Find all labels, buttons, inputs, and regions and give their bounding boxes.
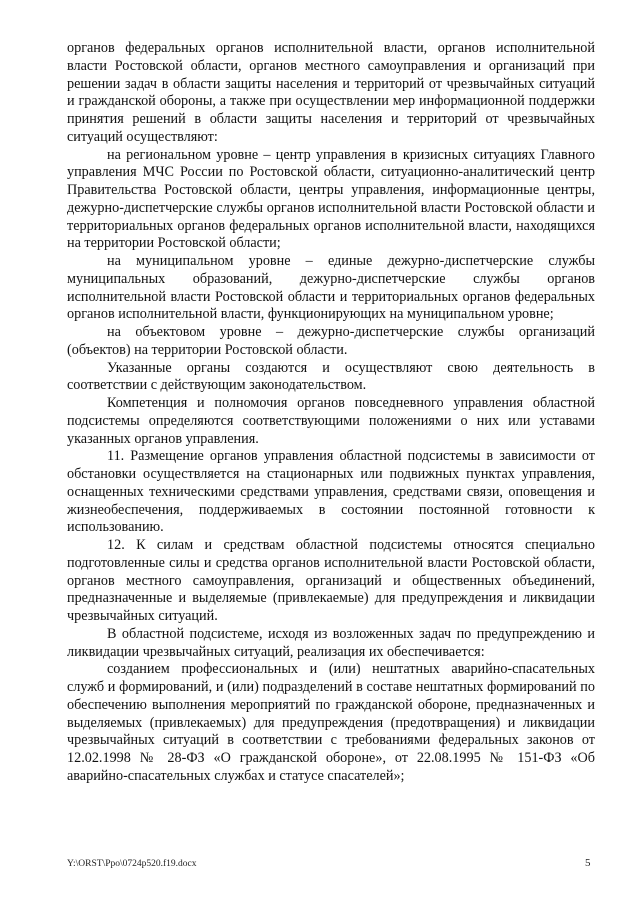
paragraph: Компетенция и полномочия органов повседневного управления областной подсистемы определяются соответствующими положениями о них или уставами указанных органов управления. (67, 395, 595, 447)
footer-file-path: Y:\ORST\Ppo\0724p520.f19.docx (67, 859, 197, 869)
paragraph: органов федеральных органов исполнительной власти, органов исполнительной власти Ростовской области, органов местного самоуправления и организаций при решении задач в области защиты населения и территорий от чрезвычайных ситуаций и гражданской обороны, а также при осуществлении мер информационной поддержки принятия решений в области защиты населения и территорий от чрезвычайных ситуаций осуществляют: (67, 40, 595, 145)
page-number: 5 (585, 857, 591, 869)
paragraph: Указанные органы создаются и осуществляют свою деятельность в соответствии с действующим законодательством. (67, 359, 595, 394)
paragraph: созданием профессиональных и (или) нештатных аварийно-спасательных служб и формирований, и (или) подразделений в составе нештатных формирований по обеспечению выполнения мероприятий по гражданской обороне, предназначенных и выделяемых (привлекаемых) для предупреждения (предотвращения) и ликвидации чрезвычайных ситуаций в соответствии с требованиями федеральных законов от 12.02.1998 № 28-ФЗ «О гражданской обороне», от 22.08.1995 № 151-ФЗ «Об аварийно-спасательных службах и статусе спасателей»; (67, 661, 595, 784)
paragraph: 12. К силам и средствам областной подсистемы относятся специально подготовленные силы и средства органов исполнительной власти Ростовской области, органов местного самоуправления, организаций и общественных объединений, предназначенные и выделяемые (привлекаемые) для предупреждения и ликвидации чрезвычайных ситуаций. (67, 537, 595, 624)
body-text (67, 40, 595, 786)
paragraph: на объектовом уровне – дежурно-диспетчерские службы организаций (объектов) на территории Ростовской области. (67, 324, 595, 358)
paragraph: на региональном уровне – центр управления в кризисных ситуациях Главного управления МЧС России по Ростовской области, ситуационно-аналитический центр Правительства Ростовской области, центры управления, информационные центры, дежурно-диспетчерские службы органов исполнительной власти Ростовской области и территориальных органов федеральных органов исполнительной власти, находящихся на территории Ростовской области; (67, 146, 595, 252)
paragraph: 11. Размещение органов управления областной подсистемы в зависимости от обстановки осуществляется на стационарных или подвижных пунктах управления, оснащенных техническими средствами управления, средствами связи, оповещения и жизнеобеспечения, поддерживаемых в состоянии постоянной готовности к использованию. (67, 448, 595, 536)
paragraph: на муниципальном уровне – единые дежурно-диспетчерские службы муниципальных образований, дежурно-диспетчерские службы органов исполнительной власти Ростовской области и территориальных органов федеральных органов исполнительной власти, функционирующих на муниципальном уровне; (67, 253, 595, 323)
paragraph: В областной подсистеме, исходя из возложенных задач по предупреждению и ликвидации чрезвычайных ситуаций, реализация их обеспечивается: (67, 625, 595, 660)
